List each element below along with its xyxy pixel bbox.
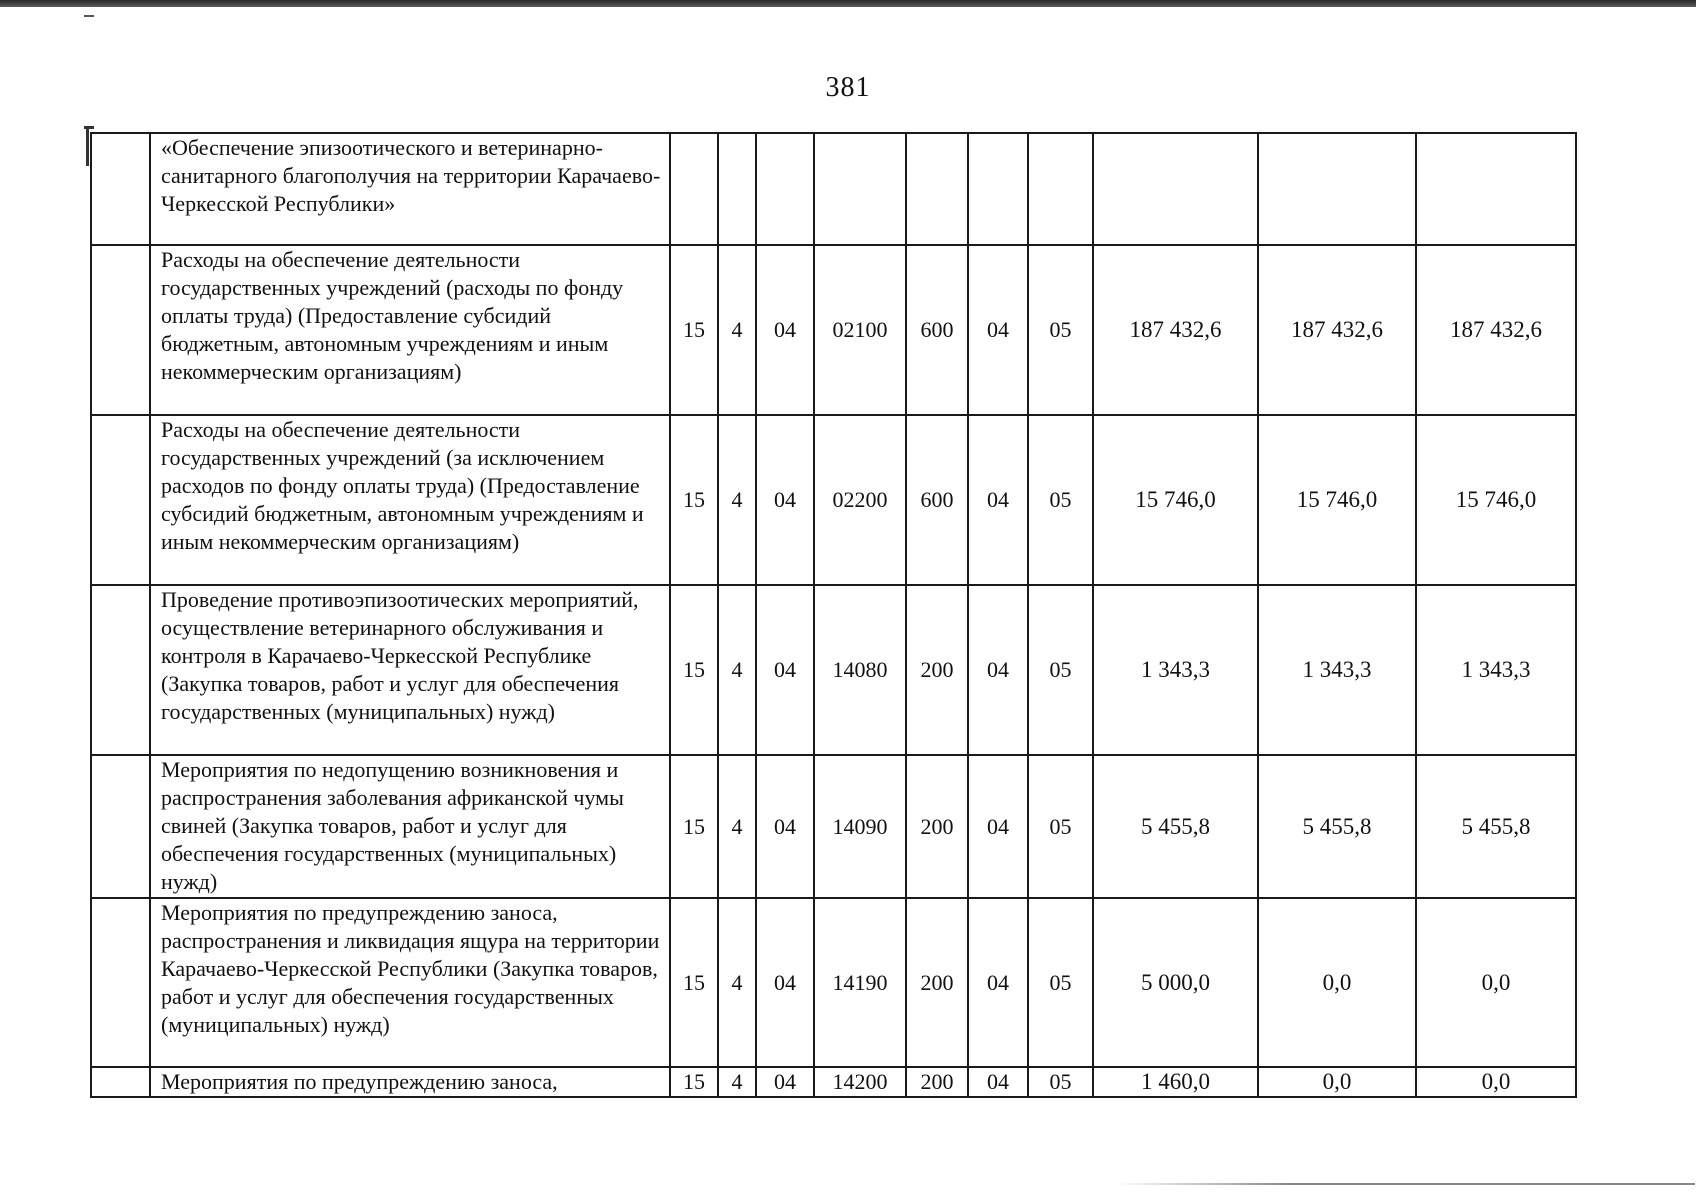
amount-cell: 5 455,8 [1258,755,1416,898]
amount-cell: 0,0 [1416,1067,1576,1097]
code-cell: 4 [718,585,756,755]
code-cell: 04 [756,1067,814,1097]
table-row [91,133,1576,245]
description-cell: Мероприятия по предупреждению заноса, [150,1067,670,1097]
code-cell [718,133,756,245]
table-row [91,1067,1576,1097]
row-number-cell [91,133,150,245]
code-cell [906,133,968,245]
code-cell: 05 [1028,245,1093,415]
margin-mark [86,126,89,166]
amount-cell: 0,0 [1416,898,1576,1067]
code-cell: 15 [670,245,718,415]
amount-cell: 5 455,8 [1093,755,1258,898]
description-cell: Расходы на обеспечение деятельности государственных учреждений (за исключением расходов по фонду оплаты труда) (Предоставление субсидий бюджетным, автономным учреждениям и иным некоммерческим организациям) [150,415,670,585]
code-cell: 15 [670,1067,718,1097]
amount-cell: 1 343,3 [1093,585,1258,755]
row-number-cell [91,245,150,415]
page-number: 381 [825,72,871,103]
description-cell: Мероприятия по предупреждению заноса, распространения и ликвидация ящура на территории Карачаево-Черкесской Республики (Закупка товаров, работ и услуг для обеспечения государственных (муниципальных) нужд) [150,898,670,1067]
code-cell: 04 [968,585,1028,755]
code-cell: 4 [718,415,756,585]
description-cell: Мероприятия по недопущению возникновения и распространения заболевания африканской чумы свиней (Закупка товаров, работ и услуг для обеспечения государственных (муниципальных) нужд) [150,755,670,898]
table-row [91,415,1576,585]
margin-mark [84,126,94,129]
code-cell: 02100 [814,245,906,415]
code-cell: 4 [718,898,756,1067]
code-cell: 15 [670,755,718,898]
amount-cell: 15 746,0 [1093,415,1258,585]
code-cell: 4 [718,1067,756,1097]
code-cell: 05 [1028,585,1093,755]
amount-cell: 15 746,0 [1258,415,1416,585]
code-cell: 4 [718,755,756,898]
row-number-cell [91,898,150,1067]
description-cell: Расходы на обеспечение деятельности государственных учреждений (расходы по фонду оплаты труда) (Предоставление субсидий бюджетным, автономным учреждениям и иным некоммерческим организациям) [150,245,670,415]
code-cell: 04 [756,755,814,898]
code-cell: 200 [906,898,968,1067]
row-number-cell [91,1067,150,1097]
code-cell [670,133,718,245]
code-cell: 04 [756,415,814,585]
code-cell: 15 [670,415,718,585]
amount-cell [1258,133,1416,245]
code-cell: 600 [906,415,968,585]
table-row [91,898,1576,1067]
amount-cell: 5 000,0 [1093,898,1258,1067]
description-cell: Проведение противоэпизоотических мероприятий, осуществление ветеринарного обслуживания и контроля в Карачаево-Черкесской Республике (Закупка товаров, работ и услуг для обеспечения государственных (муниципальных) нужд) [150,585,670,755]
code-cell: 600 [906,245,968,415]
code-cell: 14090 [814,755,906,898]
code-cell: 15 [670,585,718,755]
amount-cell: 0,0 [1258,1067,1416,1097]
amount-cell: 187 432,6 [1416,245,1576,415]
row-number-cell [91,585,150,755]
code-cell: 05 [1028,415,1093,585]
code-cell: 05 [1028,755,1093,898]
table-row [91,755,1576,898]
code-cell: 200 [906,1067,968,1097]
code-cell: 04 [968,245,1028,415]
table-row [91,245,1576,415]
budget-table [90,132,1577,1098]
row-number-cell [91,415,150,585]
amount-cell: 15 746,0 [1416,415,1576,585]
code-cell: 04 [968,898,1028,1067]
code-cell: 04 [968,755,1028,898]
code-cell: 02200 [814,415,906,585]
code-cell [1028,133,1093,245]
code-cell: 14200 [814,1067,906,1097]
code-cell: 05 [1028,1067,1093,1097]
code-cell: 04 [756,898,814,1067]
code-cell: 15 [670,898,718,1067]
code-cell: 14190 [814,898,906,1067]
code-cell [814,133,906,245]
amount-cell [1416,133,1576,245]
code-cell: 04 [756,245,814,415]
amount-cell: 187 432,6 [1258,245,1416,415]
code-cell: 14080 [814,585,906,755]
description-cell: «Обеспечение эпизоотического и ветеринарно-санитарного благополучия на территории Карачаево-Черкесской Республики» [150,133,670,245]
amount-cell: 0,0 [1258,898,1416,1067]
row-number-cell [91,755,150,898]
amount-cell: 5 455,8 [1416,755,1576,898]
table-row [91,585,1576,755]
scan-mark [84,15,94,17]
code-cell: 04 [968,1067,1028,1097]
amount-cell [1093,133,1258,245]
amount-cell: 187 432,6 [1093,245,1258,415]
code-cell: 200 [906,755,968,898]
amount-cell: 1 343,3 [1416,585,1576,755]
code-cell: 04 [756,585,814,755]
scan-edge-top [0,0,1696,7]
code-cell: 4 [718,245,756,415]
code-cell: 05 [1028,898,1093,1067]
code-cell: 04 [968,415,1028,585]
code-cell [756,133,814,245]
code-cell [968,133,1028,245]
code-cell: 200 [906,585,968,755]
bottom-rule [1115,1183,1695,1185]
amount-cell: 1 460,0 [1093,1067,1258,1097]
amount-cell: 1 343,3 [1258,585,1416,755]
